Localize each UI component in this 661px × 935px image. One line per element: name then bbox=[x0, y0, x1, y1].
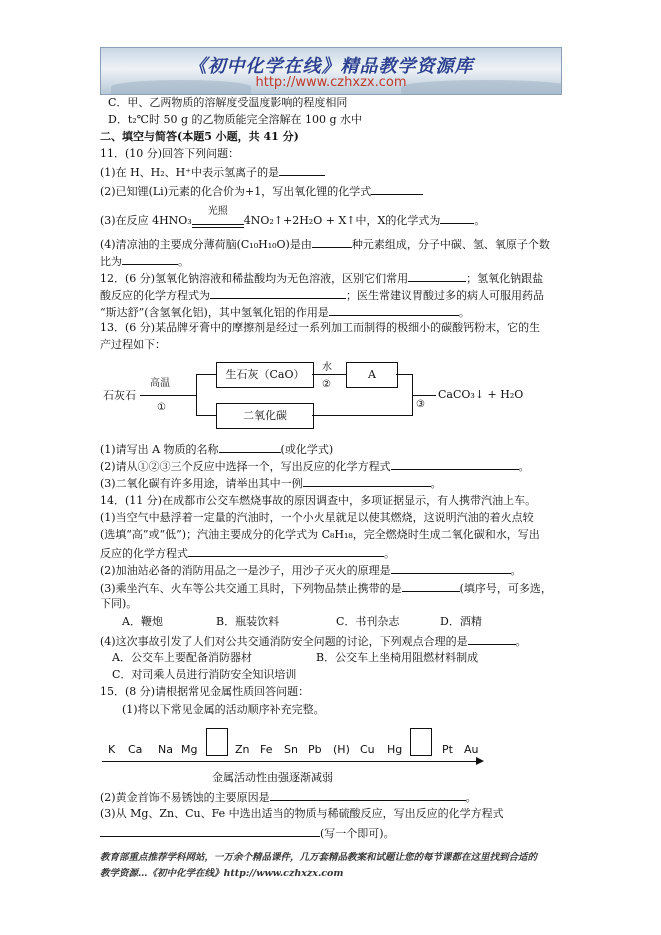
answer-blank[interactable] bbox=[188, 545, 384, 557]
q14-line1: 14．(11 分)在成都市公交车燃烧事故的原因调查中，多项证据显示，有人携带汽油上车。 bbox=[100, 494, 537, 507]
q15-part2-text: (2)黄金首饰不易锈蚀的主要原因是 bbox=[100, 791, 270, 804]
q14-option-c: C．书刊杂志 bbox=[336, 615, 400, 628]
flow-line bbox=[140, 395, 196, 396]
q11-part4-text-b: 种元素组成，分子中碳、氢、氧原子个数 bbox=[351, 238, 550, 251]
q14-option-d: D．酒精 bbox=[440, 615, 482, 628]
option-d: D．t₂℃时 50 g 的乙物质能完全溶解在 100 g 水中 bbox=[108, 113, 363, 126]
answer-blank[interactable] bbox=[270, 789, 466, 801]
answer-blank[interactable] bbox=[122, 253, 178, 265]
q11-part4-text-c: 比为 bbox=[100, 255, 122, 268]
answer-blank[interactable] bbox=[440, 212, 474, 224]
section-heading: 二、填空与简答(本题5 小题，共 41 分) bbox=[100, 130, 299, 143]
q13-part1-text-b: (或化学式) bbox=[280, 443, 334, 456]
q14-4-option-a: A．公交车上要配备消防器材 bbox=[112, 651, 252, 664]
flow-step-2: ② bbox=[322, 379, 331, 390]
q14-option-a: A．鞭炮 bbox=[122, 615, 163, 628]
q12-text-e: “斯达舒”(含氢氧化铝)，其中氢氧化铝的作用是 bbox=[100, 306, 329, 319]
q15-part1: (1)将以下常见金属的活动顺序补充完整。 bbox=[122, 703, 325, 716]
answer-blank[interactable] bbox=[391, 562, 511, 574]
q14-text-h: (4)这次事故引发了人们对公共交通消防安全问题的讨论，下列观点合理的是 bbox=[100, 635, 468, 648]
q14-text-d: 反应的化学方程式 bbox=[100, 547, 188, 560]
q13-part1 bbox=[100, 441, 333, 457]
q14-option-b: B．瓶装饮料 bbox=[216, 615, 280, 628]
flow-box-quicklime: 生石灰（CaO） bbox=[216, 362, 314, 388]
answer-blank[interactable] bbox=[329, 304, 459, 316]
metal-symbol: Na bbox=[158, 743, 173, 756]
q12-line1 bbox=[100, 270, 543, 286]
metal-symbol: (H) bbox=[333, 743, 350, 756]
flow-limestone: 石灰石 bbox=[103, 389, 136, 402]
q11-part4 bbox=[100, 236, 550, 252]
metal-symbol: Pt bbox=[442, 743, 453, 756]
q12-text-c: 酸反应的化学方程式为 bbox=[100, 289, 210, 302]
answer-blank[interactable] bbox=[371, 183, 423, 195]
answer-blank[interactable] bbox=[391, 458, 519, 470]
q13-line1: 13．(6 分)某品牌牙膏中的摩擦剂是经过一系列加工而制得的极细小的碳酸钙粉末，它的生 bbox=[100, 321, 541, 334]
flow-line bbox=[196, 415, 216, 416]
answer-blank[interactable] bbox=[100, 825, 320, 837]
metal-symbol: K bbox=[108, 743, 116, 756]
footer-line2: 教学资源…《初中化学在线》http://www.czhxzx.com bbox=[100, 868, 344, 879]
flow-line bbox=[312, 415, 412, 416]
q13-part2: (2)请从①②③三个反应中选择一个，写出反应的化学方程式 。 bbox=[100, 460, 530, 473]
flow-product: CaCO₃↓ + H₂O bbox=[438, 388, 524, 401]
q11-part4-text-a: (4)清凉油的主要成分薄荷脑(C₁₀H₁₀O)是由 bbox=[100, 238, 312, 251]
flow-line bbox=[196, 374, 216, 375]
q14-text-f2: (填序号，可多选， bbox=[459, 582, 552, 595]
q15-part3-text-b: (写一个即可)。 bbox=[320, 827, 395, 840]
flow-step-1: ① bbox=[157, 402, 166, 413]
reaction-arrow bbox=[192, 206, 244, 228]
q11-part2-text: (2)已知锂(Li)元素的化合价为+1，写出氧化锂的化学式 bbox=[100, 185, 372, 198]
q14-line5: (2)加油站必备的消防用品之一是沙子，用沙子灭火的原理是 。 bbox=[100, 564, 522, 577]
metal-answer-box[interactable] bbox=[206, 728, 228, 756]
flow-step-3: ③ bbox=[416, 399, 425, 410]
q12-line2 bbox=[100, 287, 544, 303]
q14-text-e: (2)加油站必备的消防用品之一是沙子，用沙子灭火的原理是 bbox=[100, 564, 391, 577]
q11-part1-text: (1)在 H、H₂、H⁺中表示氢离子的是 bbox=[100, 166, 280, 179]
flow-line bbox=[396, 374, 412, 375]
q11-part1 bbox=[100, 164, 325, 180]
q14-line3: (选填“高”或“低”)；汽油主要成分的化学式为 C₈H₁₈，完全燃烧时生成二氧化碳和水，写出 bbox=[100, 528, 540, 541]
metal-symbol: Sn bbox=[284, 743, 298, 756]
metal-symbol: Au bbox=[464, 743, 479, 756]
banner-url[interactable]: http://www.czhxzx.com bbox=[255, 75, 407, 90]
footer-line1: 教育部重点推荐学科网站，一万余个精品课件，几万套精品教案和试题让您的每节课都在这里找到合适的 bbox=[100, 852, 538, 863]
metal-symbol: Cu bbox=[360, 743, 375, 756]
q14-line4: 反应的化学方程式 。 bbox=[100, 547, 395, 560]
q15-part3: (3)从 Mg、Zn、Cu、Fe 中选出适当的物质与稀硫酸反应，写出反应的化学方程式 bbox=[100, 807, 504, 820]
metal-answer-box[interactable] bbox=[410, 728, 432, 756]
q14-text-f: (3)乘坐汽车、火车等公共交通工具时，下列物品禁止携带的是 bbox=[100, 582, 402, 595]
q13-part1-text: (1)请写出 A 物质的名称 bbox=[100, 443, 219, 456]
header-banner bbox=[100, 47, 562, 95]
q11-part3: (3)在反应 4HNO₃ 光照 4NO₂↑+2H₂O + X↑中，X的化学式为 。 bbox=[100, 206, 486, 227]
answer-blank[interactable] bbox=[210, 287, 346, 299]
q15-part3-cont bbox=[100, 825, 395, 841]
banner-title: 《初中化学在线》精品教学资源库 bbox=[188, 56, 474, 77]
q12-line3: “斯达舒”(含氢氧化铝)，其中氢氧化铝的作用是 。 bbox=[100, 306, 470, 319]
flow-arrow bbox=[412, 395, 436, 396]
q14-4-option-b: B．公交车上坐椅用阻燃材料制成 bbox=[316, 651, 479, 664]
flow-line bbox=[196, 374, 197, 416]
q13-line2: 产过程如下： bbox=[100, 338, 166, 351]
answer-blank[interactable] bbox=[303, 475, 431, 487]
q12-text-a: 12．(6 分)氢氧化钠溶液和稀盐酸均为无色溶液，区别它们常用 bbox=[100, 272, 409, 285]
metal-symbol: Zn bbox=[235, 743, 250, 756]
reaction-condition: 光照 bbox=[207, 206, 228, 217]
answer-blank[interactable] bbox=[468, 633, 516, 645]
q14-line2: (1)当空气中悬浮着一定量的汽油时，一个小火星就足以使其燃烧，这说明汽油的着火点较 bbox=[100, 511, 534, 524]
flow-box-co2: 二氧化碳 bbox=[216, 403, 314, 429]
option-c: C．甲、乙两物质的溶解度受温度影响的程度相同 bbox=[108, 96, 348, 109]
q11-heading: 11．(10 分)回答下列问题： bbox=[100, 147, 240, 160]
metal-symbol: Ca bbox=[128, 743, 143, 756]
flow-box-a: A bbox=[346, 362, 398, 388]
q14-line8: (4)这次事故引发了人们对公共交通消防安全问题的讨论，下列观点合理的是 。 bbox=[100, 635, 527, 648]
q14-4-option-c: C．对司乘人员进行消防安全知识培训 bbox=[112, 668, 297, 681]
metal-symbol: Pb bbox=[308, 743, 322, 756]
flow-water: 水 bbox=[322, 362, 332, 373]
q13-part3: (3)二氧化碳有许多用途，请举出其中一例 。 bbox=[100, 477, 442, 490]
q11-part4-cont: 比为 。 bbox=[100, 255, 189, 268]
q13-part3-text: (3)二氧化碳有许多用途，请举出其中一例 bbox=[100, 477, 303, 490]
answer-blank[interactable] bbox=[279, 164, 325, 176]
activity-caption: 金属活动性由强逐渐减弱 bbox=[212, 771, 333, 784]
answer-blank[interactable] bbox=[312, 236, 352, 248]
q14-line6 bbox=[100, 580, 552, 596]
q13-part2-text: (2)请从①②③三个反应中选择一个，写出反应的化学方程式 bbox=[100, 460, 391, 473]
q11-part3-text-b: 4NO₂↑+2H₂O + X↑中，X的化学式为 bbox=[243, 214, 441, 227]
flow-condition: 高温 bbox=[150, 378, 170, 389]
q14-line7: 下同)。 bbox=[100, 597, 138, 610]
activity-arrow bbox=[102, 761, 478, 762]
metal-symbol: Fe bbox=[260, 743, 273, 756]
activity-arrowhead bbox=[476, 757, 484, 765]
answer-blank[interactable] bbox=[402, 580, 460, 592]
q11-part2 bbox=[100, 183, 423, 199]
q15-heading: 15．(8 分)请根据常见金属性质回答问题： bbox=[100, 685, 310, 698]
q12-text-d: ；医生常建议胃酸过多的病人可服用药品 bbox=[346, 289, 544, 302]
q12-text-b: ；氢氧化钠跟盐 bbox=[466, 272, 544, 285]
q11-part3-text-a: (3)在反应 4HNO₃ bbox=[100, 214, 192, 227]
answer-blank[interactable] bbox=[219, 441, 281, 453]
answer-blank[interactable] bbox=[408, 270, 466, 282]
metal-symbol: Mg bbox=[181, 743, 198, 756]
q15-part2: (2)黄金首饰不易锈蚀的主要原因是 。 bbox=[100, 791, 477, 804]
metal-symbol: Hg bbox=[387, 743, 403, 756]
